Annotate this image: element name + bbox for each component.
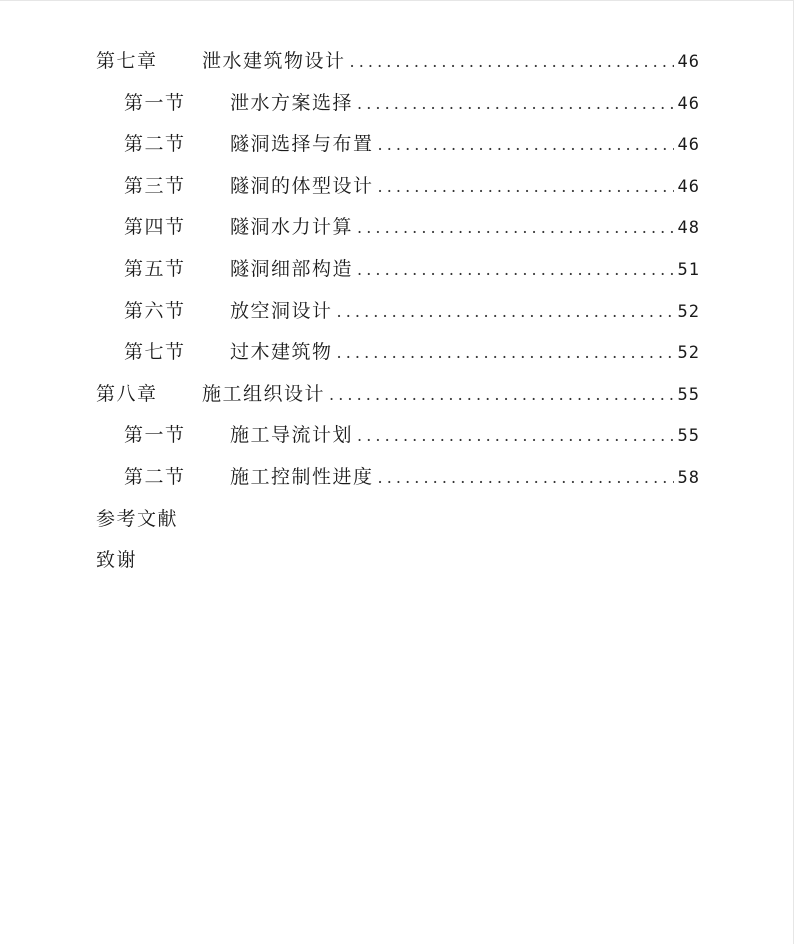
toc-dot-leader [329,374,674,416]
toc-entry-page-number: 52 [677,343,700,364]
toc-entry-label: 致谢 [96,549,138,572]
toc-entry-page-number: 51 [677,259,700,280]
toc-entry-title: 隧洞选择与布置 [230,133,374,156]
toc-entry-page-number: 55 [677,426,700,447]
toc-entry-label: 第一节 [124,91,186,114]
toc-entry-label: 第五节 [124,257,186,280]
toc-entry-page-number: 46 [677,93,700,114]
toc-dot-leader [357,83,674,125]
toc-entry-label: 第一节 [124,424,186,447]
toc-entry-page-number: 52 [677,301,700,322]
toc-entry-label: 第二节 [124,133,186,156]
toc-entry-title: 隧洞水力计算 [230,216,354,239]
toc-entry-section[interactable] [96,249,700,291]
toc-entry-title: 施工控制性进度 [230,465,374,488]
toc-dot-leader [357,415,674,457]
toc-entry-page-number: 46 [677,52,700,72]
toc-dot-leader [357,207,674,249]
toc-entry-title: 施工导流计划 [230,424,354,447]
toc-entry-title: 过木建筑物 [230,341,333,364]
toc-dot-leader [337,291,674,333]
toc-entry-title: 泄水方案选择 [230,91,354,114]
toc-entry-page-number: 46 [677,135,700,156]
toc-entry-section[interactable] [96,83,700,125]
toc-entry-label: 参考文献 [96,507,179,530]
toc-entry-section[interactable] [96,291,700,333]
toc-entry-section[interactable] [96,207,700,249]
toc-dot-leader [378,124,674,166]
toc-entry-title: 隧洞细部构造 [230,257,354,280]
toc-dot-leader [350,41,674,83]
toc-entry-title: 泄水建筑物设计 [202,50,346,72]
toc-entry-page-number: 46 [677,176,700,197]
toc-entry-section[interactable] [96,415,700,457]
toc-entry-label: 第四节 [124,216,186,239]
toc-entry-section[interactable] [96,457,700,499]
toc-entry-label: 第七节 [124,341,186,364]
table-of-contents [96,41,700,582]
toc-entry-label: 第三节 [124,174,186,197]
toc-entry-chapter-8[interactable] [96,374,700,416]
toc-dot-leader [378,166,674,208]
toc-entry-label: 第七章 [96,50,158,72]
toc-entry-label: 第八章 [96,382,158,405]
toc-dot-leader [378,457,674,499]
toc-entry-label: 第六节 [124,299,186,322]
toc-entry-section[interactable] [96,166,700,208]
toc-entry-label: 第二节 [124,465,186,488]
toc-entry-acknowledgements[interactable] [96,540,700,582]
toc-entry-chapter-7[interactable] [96,41,700,83]
toc-entry-page-number: 55 [677,384,700,405]
toc-entry-section[interactable] [96,332,700,374]
toc-entry-page-number: 58 [677,467,700,488]
toc-entry-section[interactable] [96,124,700,166]
toc-dot-leader [337,332,674,374]
toc-entry-title: 隧洞的体型设计 [230,174,374,197]
toc-entry-title: 放空洞设计 [230,299,333,322]
toc-dot-leader [357,249,674,291]
toc-entry-references[interactable] [96,499,700,541]
toc-entry-title: 施工组织设计 [202,382,326,405]
toc-entry-page-number: 48 [677,218,700,239]
